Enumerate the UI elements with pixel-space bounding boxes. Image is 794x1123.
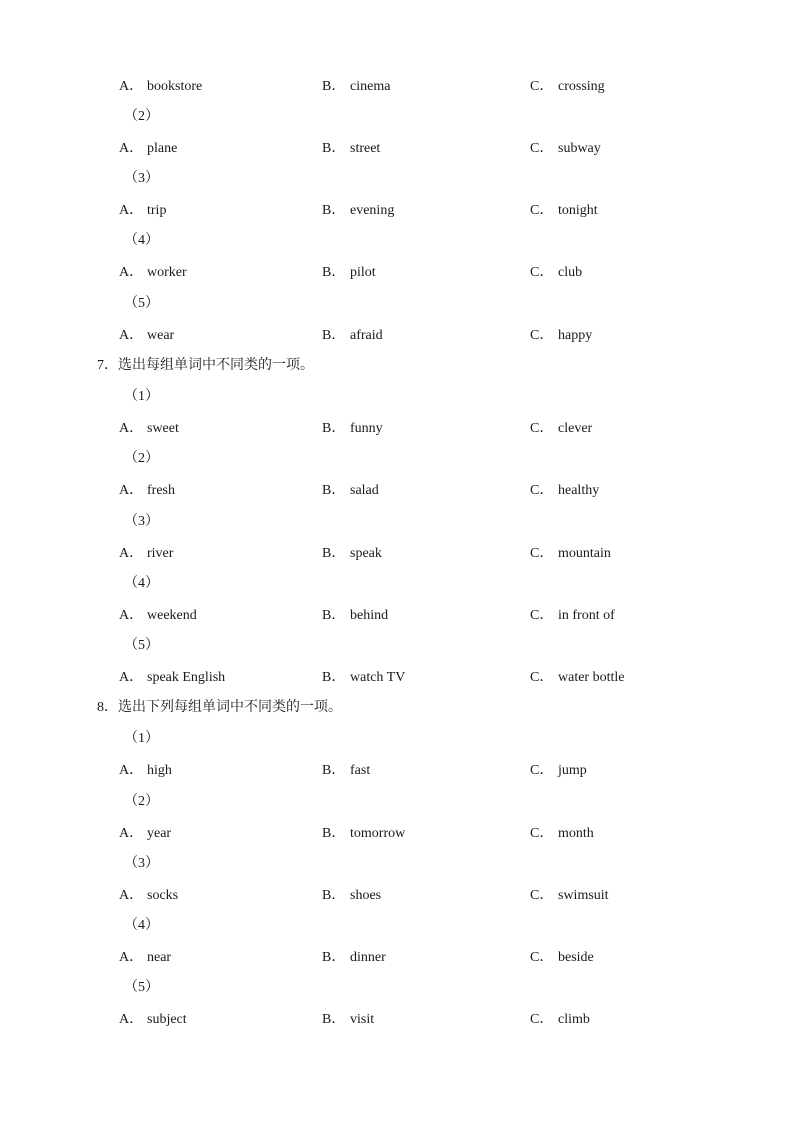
sub-question-number: （1） bbox=[124, 731, 159, 746]
option-letter: C． bbox=[530, 141, 554, 156]
option-text: sweet bbox=[147, 421, 179, 436]
option-text: speak English bbox=[147, 670, 226, 685]
sub-question-number: （5） bbox=[124, 296, 159, 311]
option-a[interactable] bbox=[119, 544, 173, 564]
option-letter: B． bbox=[322, 483, 346, 498]
option-letter: A． bbox=[119, 265, 144, 280]
option-letter: C． bbox=[530, 670, 554, 685]
option-text: subject bbox=[147, 1012, 187, 1027]
option-a[interactable] bbox=[119, 263, 187, 283]
option-text: watch TV bbox=[350, 670, 406, 685]
option-c[interactable] bbox=[530, 761, 587, 781]
option-b[interactable] bbox=[322, 139, 380, 159]
sub-question-number: （2） bbox=[124, 109, 159, 124]
option-letter: B． bbox=[322, 670, 346, 685]
option-text: fast bbox=[350, 763, 371, 778]
option-b[interactable] bbox=[322, 419, 383, 439]
option-letter: A． bbox=[119, 670, 144, 685]
option-c[interactable] bbox=[530, 481, 599, 501]
option-c[interactable] bbox=[530, 606, 615, 626]
option-letter: A． bbox=[119, 888, 144, 903]
option-text: street bbox=[350, 141, 381, 156]
option-text: in front of bbox=[558, 608, 615, 623]
option-text: evening bbox=[350, 203, 395, 218]
option-text: wear bbox=[147, 328, 175, 343]
option-text: clever bbox=[558, 421, 593, 436]
option-text: behind bbox=[350, 608, 389, 623]
option-b[interactable] bbox=[322, 326, 383, 346]
option-letter: C． bbox=[530, 950, 554, 965]
option-text: month bbox=[558, 826, 594, 841]
option-text: crossing bbox=[558, 79, 605, 94]
option-letter: C． bbox=[530, 203, 554, 218]
option-text: worker bbox=[147, 265, 187, 280]
option-b[interactable] bbox=[322, 544, 382, 564]
option-b[interactable] bbox=[322, 824, 405, 844]
option-letter: C． bbox=[530, 1012, 554, 1027]
option-b[interactable] bbox=[322, 761, 370, 781]
option-c[interactable] bbox=[530, 1010, 590, 1030]
option-c[interactable] bbox=[530, 668, 624, 688]
option-a[interactable] bbox=[119, 419, 179, 439]
option-text: plane bbox=[147, 141, 178, 156]
option-letter: C． bbox=[530, 483, 554, 498]
option-letter: C． bbox=[530, 79, 554, 94]
option-a[interactable] bbox=[119, 481, 175, 501]
option-a[interactable] bbox=[119, 606, 197, 626]
option-letter: A． bbox=[119, 141, 144, 156]
option-b[interactable] bbox=[322, 77, 390, 97]
option-letter: C． bbox=[530, 763, 554, 778]
option-letter: C． bbox=[530, 546, 554, 561]
option-text: club bbox=[558, 265, 583, 280]
option-c[interactable] bbox=[530, 419, 592, 439]
option-text: speak bbox=[350, 546, 382, 561]
option-text: mountain bbox=[558, 546, 611, 561]
option-letter: A． bbox=[119, 1012, 144, 1027]
question-heading: 8．选出下列每组单词中不同类的一项。 bbox=[97, 700, 342, 715]
option-letter: B． bbox=[322, 79, 346, 94]
option-letter: C． bbox=[530, 826, 554, 841]
option-b[interactable] bbox=[322, 886, 381, 906]
option-a[interactable] bbox=[119, 77, 202, 97]
option-letter: B． bbox=[322, 265, 346, 280]
option-letter: A． bbox=[119, 763, 144, 778]
option-text: visit bbox=[350, 1012, 375, 1027]
option-a[interactable] bbox=[119, 326, 174, 346]
option-letter: A． bbox=[119, 483, 144, 498]
option-text: bookstore bbox=[147, 79, 203, 94]
option-text: year bbox=[147, 826, 172, 841]
sub-question-number: （4） bbox=[124, 918, 159, 933]
option-text: fresh bbox=[147, 483, 175, 498]
option-letter: A． bbox=[119, 421, 144, 436]
option-c[interactable] bbox=[530, 201, 598, 221]
question-heading: 7．选出每组单词中不同类的一项。 bbox=[97, 358, 314, 373]
option-letter: C． bbox=[530, 328, 554, 343]
option-a[interactable] bbox=[119, 668, 225, 688]
option-letter: B． bbox=[322, 546, 346, 561]
sub-question-number: （3） bbox=[124, 856, 159, 871]
option-c[interactable] bbox=[530, 886, 609, 906]
option-text: tonight bbox=[558, 203, 598, 218]
option-letter: B． bbox=[322, 1012, 346, 1027]
option-text: healthy bbox=[558, 483, 600, 498]
option-letter: B． bbox=[322, 888, 346, 903]
sub-question-number: （1） bbox=[124, 389, 159, 404]
option-c[interactable] bbox=[530, 824, 594, 844]
option-a[interactable] bbox=[119, 139, 177, 159]
option-letter: C． bbox=[530, 421, 554, 436]
option-letter: A． bbox=[119, 826, 144, 841]
sub-question-number: （5） bbox=[124, 980, 159, 995]
option-a[interactable] bbox=[119, 1010, 187, 1030]
option-text: afraid bbox=[350, 328, 383, 343]
option-c[interactable] bbox=[530, 326, 592, 346]
option-text: cinema bbox=[350, 79, 391, 94]
option-letter: A． bbox=[119, 608, 144, 623]
sub-question-number: （2） bbox=[124, 794, 159, 809]
option-a[interactable] bbox=[119, 948, 171, 968]
option-b[interactable] bbox=[322, 481, 379, 501]
option-a[interactable] bbox=[119, 201, 166, 221]
option-b[interactable] bbox=[322, 263, 376, 283]
option-letter: B． bbox=[322, 203, 346, 218]
option-letter: A． bbox=[119, 203, 144, 218]
option-letter: B． bbox=[322, 141, 346, 156]
option-text: shoes bbox=[350, 888, 382, 903]
sub-question-number: （3） bbox=[124, 171, 159, 186]
option-letter: B． bbox=[322, 608, 346, 623]
option-text: water bottle bbox=[558, 670, 625, 685]
option-letter: C． bbox=[530, 265, 554, 280]
option-letter: C． bbox=[530, 888, 554, 903]
option-letter: A． bbox=[119, 950, 144, 965]
option-b[interactable] bbox=[322, 1010, 374, 1030]
option-text: near bbox=[147, 950, 172, 965]
option-b[interactable] bbox=[322, 201, 394, 221]
option-text: pilot bbox=[350, 265, 376, 280]
option-text: dinner bbox=[350, 950, 386, 965]
option-c[interactable] bbox=[530, 544, 611, 564]
option-text: salad bbox=[350, 483, 379, 498]
option-text: socks bbox=[147, 888, 179, 903]
option-text: happy bbox=[558, 328, 593, 343]
option-a[interactable] bbox=[119, 886, 178, 906]
option-a[interactable] bbox=[119, 824, 171, 844]
option-letter: C． bbox=[530, 608, 554, 623]
sub-question-number: （4） bbox=[124, 233, 159, 248]
option-letter: B． bbox=[322, 950, 346, 965]
option-c[interactable] bbox=[530, 139, 601, 159]
sub-question-number: （2） bbox=[124, 451, 159, 466]
option-text: trip bbox=[147, 203, 167, 218]
option-b[interactable] bbox=[322, 606, 388, 626]
option-letter: B． bbox=[322, 826, 346, 841]
option-text: river bbox=[147, 546, 174, 561]
option-c[interactable] bbox=[530, 77, 605, 97]
option-letter: A． bbox=[119, 79, 144, 94]
option-letter: B． bbox=[322, 421, 346, 436]
option-text: weekend bbox=[147, 608, 197, 623]
option-letter: A． bbox=[119, 328, 144, 343]
option-b[interactable] bbox=[322, 948, 386, 968]
option-text: climb bbox=[558, 1012, 590, 1027]
option-text: jump bbox=[558, 763, 587, 778]
option-text: subway bbox=[558, 141, 601, 156]
option-text: swimsuit bbox=[558, 888, 609, 903]
option-letter: B． bbox=[322, 328, 346, 343]
option-text: funny bbox=[350, 421, 383, 436]
option-text: tomorrow bbox=[350, 826, 406, 841]
sub-question-number: （3） bbox=[124, 514, 159, 529]
sub-question-number: （5） bbox=[124, 638, 159, 653]
sub-question-number: （4） bbox=[124, 576, 159, 591]
option-letter: B． bbox=[322, 763, 346, 778]
option-text: high bbox=[147, 763, 172, 778]
option-a[interactable] bbox=[119, 761, 172, 781]
option-c[interactable] bbox=[530, 948, 594, 968]
option-text: beside bbox=[558, 950, 594, 965]
option-letter: A． bbox=[119, 546, 144, 561]
option-c[interactable] bbox=[530, 263, 582, 283]
option-b[interactable] bbox=[322, 668, 405, 688]
